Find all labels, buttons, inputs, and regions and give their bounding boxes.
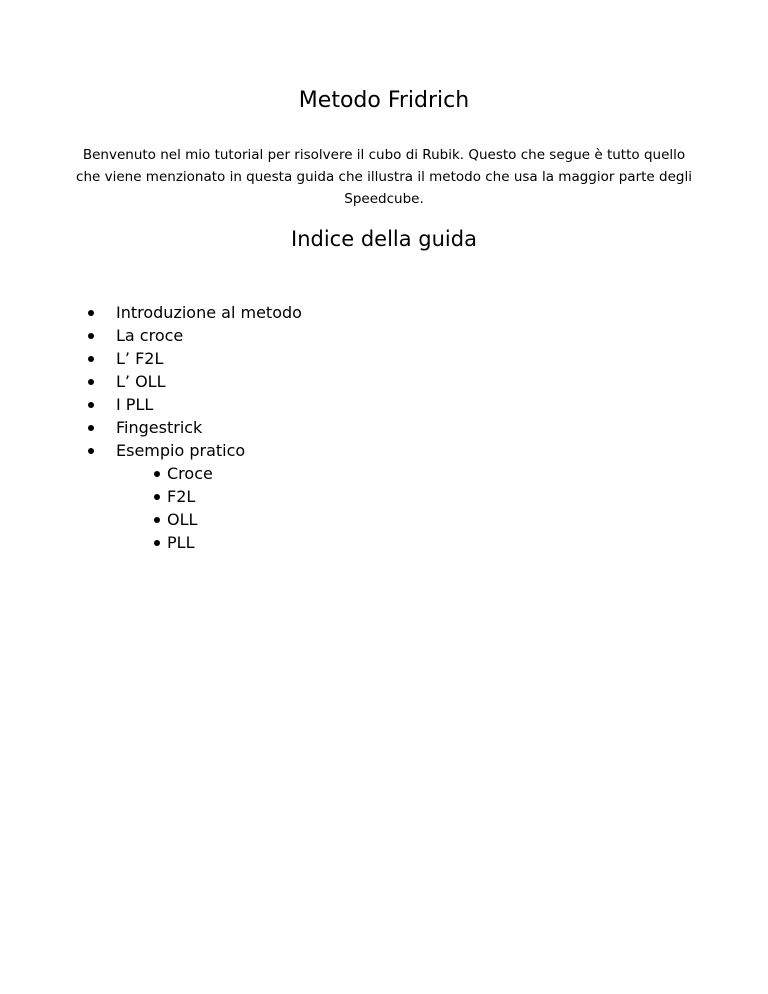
toc-item-esempio-pratico — [0, 439, 768, 462]
bullet-icon — [154, 471, 160, 477]
toc-subitem-croce — [0, 462, 768, 485]
toc-item-pll — [0, 393, 768, 416]
bullet-icon — [88, 402, 94, 408]
bullet-icon — [88, 333, 94, 339]
toc-item-label: Fingestrick — [116, 418, 203, 437]
bullet-icon — [88, 425, 94, 431]
bullet-icon — [88, 379, 94, 385]
bullet-icon — [88, 448, 94, 454]
toc-item-oll — [0, 370, 768, 393]
toc-item-label: Introduzione al metodo — [116, 303, 302, 322]
toc-subitem-label: F2L — [167, 487, 196, 506]
toc-item-label: Esempio pratico — [116, 441, 246, 460]
toc-item-label: I PLL — [116, 395, 154, 414]
toc-item-f2l — [0, 347, 768, 370]
toc-item-label: La croce — [116, 326, 184, 345]
toc-subitem-f2l — [0, 485, 768, 508]
table-of-contents — [0, 301, 768, 554]
toc-subitem-label: PLL — [167, 533, 195, 552]
toc-item-introduzione — [0, 301, 768, 324]
bullet-icon — [88, 310, 94, 316]
toc-item-label: L’ OLL — [116, 372, 166, 391]
toc-heading: Indice della guida — [291, 227, 477, 251]
toc-subitem-oll — [0, 508, 768, 531]
toc-item-fingestrick — [0, 416, 768, 439]
bullet-icon — [154, 494, 160, 500]
toc-subitem-label: OLL — [167, 510, 198, 529]
page-title: Metodo Fridrich — [298, 88, 470, 113]
bullet-icon — [154, 517, 160, 523]
intro-paragraph: Benvenuto nel mio tutorial per risolvere il cubo di Rubik. Questo che segue è tutto quello che viene menzionato in questa guida che illustra il metodo che usa la maggior parte degli Speedcube. — [76, 147, 692, 207]
bullet-icon — [154, 540, 160, 546]
toc-subitem-pll — [0, 531, 768, 554]
toc-item-la-croce — [0, 324, 768, 347]
toc-item-label: L’ F2L — [116, 349, 164, 368]
bullet-icon — [88, 356, 94, 362]
toc-subitem-label: Croce — [167, 464, 213, 483]
